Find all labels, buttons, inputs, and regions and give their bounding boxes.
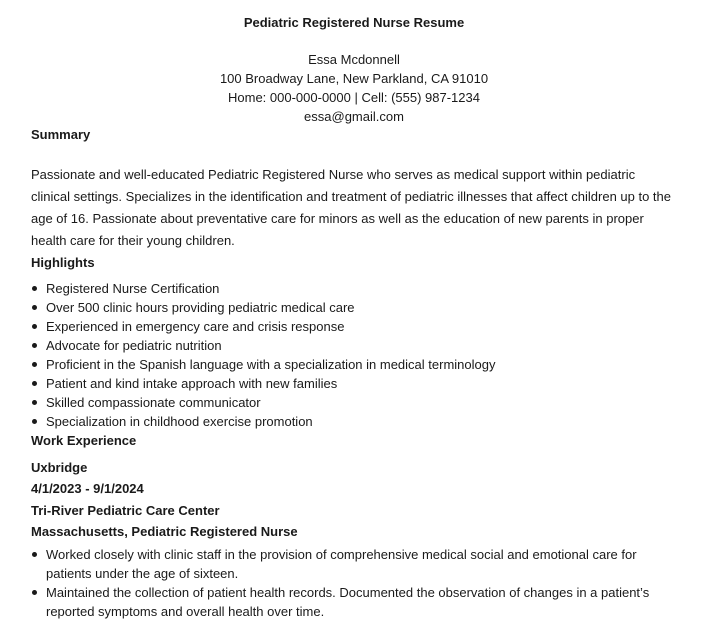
list-item: Over 500 clinic hours providing pediatric medical care [31,298,671,317]
work-duties-list [31,545,671,621]
list-item: Patient and kind intake approach with new families [31,374,671,393]
highlights-heading: Highlights [31,255,95,270]
contact-phones: Home: 000-000-0000 | Cell: (555) 987-1234 [228,90,480,105]
list-item: Advocate for pediatric nutrition [31,336,671,355]
list-item: Worked closely with clinic staff in the provision of comprehensive medical social and emotional care for patients under the age of sixteen. [31,545,671,583]
list-item: Maintained the collection of patient health records. Documented the observation of changes in a patient’s reported symptoms and overall health over time. [31,583,671,621]
work-employer: Tri-River Pediatric Care Center [31,503,220,518]
work-location: Uxbridge [31,460,88,475]
summary-text: Passionate and well-educated Pediatric Registered Nurse who serves as medical support within pediatric clinical settings. Specializes in the identification and treatment of pediatric illnesses that affect children up to the age of 16. Passionate about preventative care for minors as well as the education of new parents in proper health care for their young children. [31,167,672,248]
list-item: Skilled compassionate communicator [31,393,671,412]
list-item: Registered Nurse Certification [31,279,671,298]
contact-block [0,50,708,126]
contact-name: Essa Mcdonnell [308,52,400,67]
contact-address: 100 Broadway Lane, New Parkland, CA 91010 [219,71,489,86]
work-heading: Work Experience [31,433,137,448]
contact-email: essa@gmail.com [304,109,404,124]
work-role: Massachusetts, Pediatric Registered Nurse [31,524,298,539]
list-item: Specialization in childhood exercise promotion [31,412,671,431]
document-title: Pediatric Registered Nurse Resume [243,15,465,30]
list-item: Proficient in the Spanish language with a specialization in medical terminology [31,355,671,374]
work-dates: 4/1/2023 - 9/1/2024 [31,481,144,496]
summary-heading: Summary [31,127,91,142]
highlights-list [31,279,671,431]
list-item: Experienced in emergency care and crisis response [31,317,671,336]
